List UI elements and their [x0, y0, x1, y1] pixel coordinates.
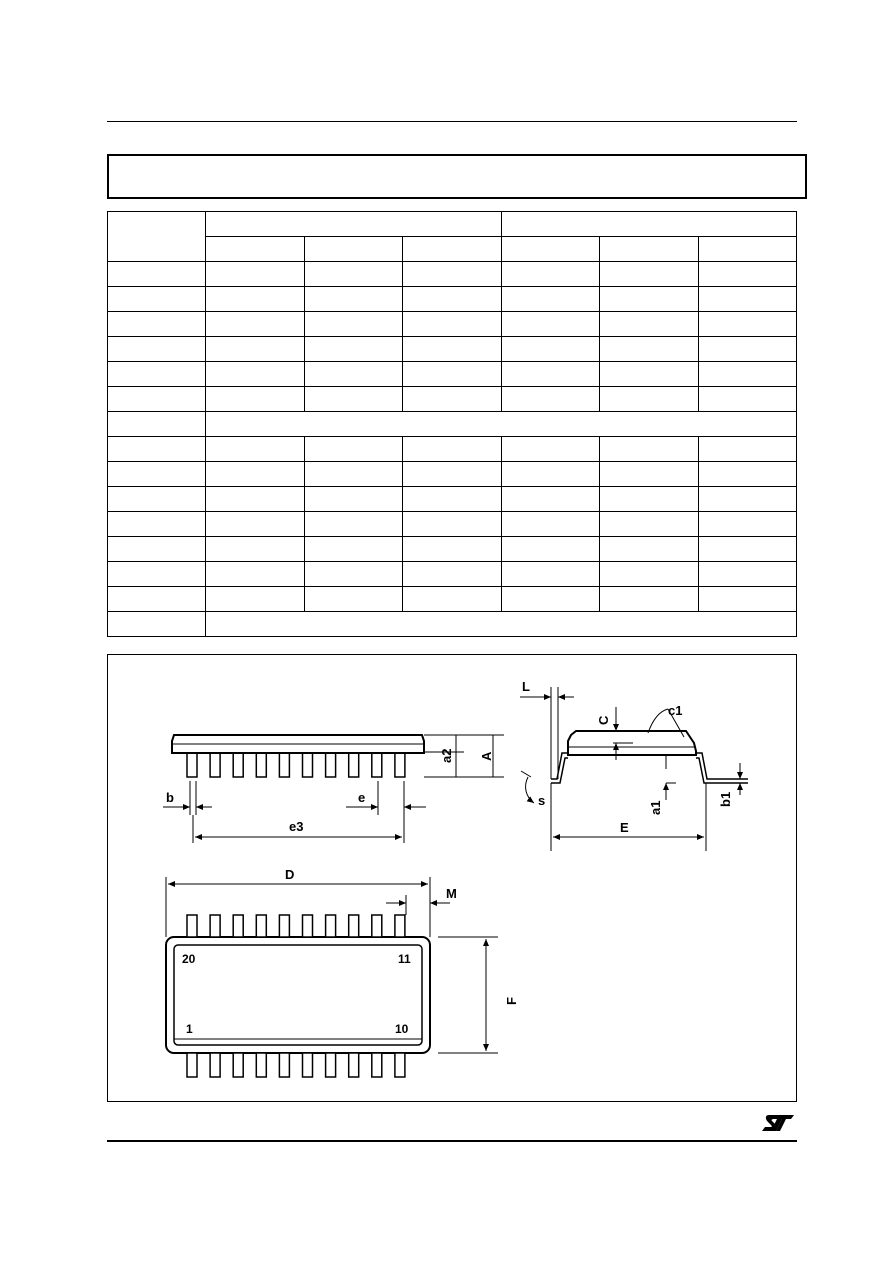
value-cell — [206, 587, 305, 612]
pin-label-1: 1 — [186, 1022, 193, 1036]
table-row — [108, 587, 797, 612]
value-cell — [501, 312, 600, 337]
value-cell — [600, 387, 699, 412]
row-label-cell — [108, 487, 206, 512]
value-cell — [501, 437, 600, 462]
value-cell — [403, 337, 502, 362]
dim-label-a2: a2 — [439, 748, 454, 763]
bottom-lead — [303, 1053, 313, 1077]
row-label-cell — [108, 262, 206, 287]
top-lead — [303, 915, 313, 937]
value-cell — [206, 487, 305, 512]
value-cell — [206, 512, 305, 537]
table-row — [108, 262, 797, 287]
subheader-cell — [206, 237, 305, 262]
value-cell — [501, 262, 600, 287]
value-cell — [304, 537, 403, 562]
value-cell — [501, 462, 600, 487]
row-label-cell — [108, 437, 206, 462]
dim-label-c1: c1 — [668, 703, 683, 718]
st-logo-icon — [760, 1113, 796, 1133]
side-lead — [187, 753, 197, 777]
value-cell — [304, 437, 403, 462]
value-cell — [698, 487, 797, 512]
value-cell — [206, 287, 305, 312]
value-cell — [304, 562, 403, 587]
value-cell — [304, 512, 403, 537]
value-cell — [403, 512, 502, 537]
table-row — [108, 562, 797, 587]
value-cell — [304, 337, 403, 362]
top-lead — [395, 915, 405, 937]
row-label-cell — [108, 612, 206, 637]
value-cell — [600, 562, 699, 587]
pin-label-20: 20 — [182, 952, 196, 966]
top-lead — [233, 915, 243, 937]
value-cell — [304, 487, 403, 512]
value-cell — [501, 362, 600, 387]
table-row — [108, 537, 797, 562]
value-cell — [501, 337, 600, 362]
value-cell — [698, 387, 797, 412]
bottom-lead — [256, 1053, 266, 1077]
value-cell — [304, 262, 403, 287]
dim-label-C: C — [596, 715, 611, 725]
dim-label-b1: b1 — [718, 791, 733, 807]
row-label-cell — [108, 587, 206, 612]
top-lead — [279, 915, 289, 937]
value-cell — [403, 462, 502, 487]
dim-label-D: D — [285, 867, 295, 882]
table-row — [108, 337, 797, 362]
value-cell — [698, 562, 797, 587]
value-cell — [403, 387, 502, 412]
value-cell — [600, 362, 699, 387]
bottom-lead — [326, 1053, 336, 1077]
value-cell — [403, 362, 502, 387]
value-cell — [600, 487, 699, 512]
row-label-cell — [108, 312, 206, 337]
row-label-cell — [108, 412, 206, 437]
value-cell — [698, 312, 797, 337]
merged-value-cell — [206, 412, 797, 437]
row-label-cell — [108, 387, 206, 412]
value-cell — [698, 337, 797, 362]
header-group-a — [206, 212, 502, 237]
table-body — [108, 262, 797, 637]
value-cell — [600, 287, 699, 312]
bottom-lead — [395, 1053, 405, 1077]
value-cell — [698, 287, 797, 312]
value-cell — [698, 512, 797, 537]
table-row — [108, 412, 797, 437]
value-cell — [698, 537, 797, 562]
top-lead — [256, 915, 266, 937]
row-label-cell — [108, 362, 206, 387]
value-cell — [600, 537, 699, 562]
row-label-cell — [108, 287, 206, 312]
row-label-cell — [108, 537, 206, 562]
value-cell — [501, 537, 600, 562]
value-cell — [403, 262, 502, 287]
value-cell — [501, 387, 600, 412]
value-cell — [304, 387, 403, 412]
value-cell — [501, 512, 600, 537]
dim-label-b: b — [166, 790, 174, 805]
table-row — [108, 362, 797, 387]
table-row — [108, 512, 797, 537]
table-row — [108, 437, 797, 462]
package-drawing-frame — [107, 654, 797, 1102]
value-cell — [206, 362, 305, 387]
bottom-lead — [233, 1053, 243, 1077]
value-cell — [600, 337, 699, 362]
header-rule — [107, 121, 797, 122]
value-cell — [698, 462, 797, 487]
row-label-cell — [108, 512, 206, 537]
dim-label-L: L — [522, 679, 530, 694]
value-cell — [403, 487, 502, 512]
dim-label-a1: a1 — [648, 800, 663, 815]
value-cell — [501, 562, 600, 587]
side-lead — [233, 753, 243, 777]
dim-label-F: F — [504, 997, 519, 1005]
pin-label-11: 11 — [398, 952, 411, 966]
value-cell — [304, 362, 403, 387]
value-cell — [600, 587, 699, 612]
value-cell — [206, 337, 305, 362]
value-cell — [403, 312, 502, 337]
dim-label-M: M — [446, 886, 457, 901]
subheader-cell — [698, 237, 797, 262]
value-cell — [206, 262, 305, 287]
value-cell — [698, 437, 797, 462]
bottom-lead — [349, 1053, 359, 1077]
side-lead — [303, 753, 313, 777]
table-row — [108, 387, 797, 412]
value-cell — [304, 462, 403, 487]
table-subheader-row — [108, 237, 797, 262]
value-cell — [206, 312, 305, 337]
bottom-lead — [187, 1053, 197, 1077]
value-cell — [403, 537, 502, 562]
dimensions-table — [107, 211, 797, 637]
value-cell — [501, 587, 600, 612]
value-cell — [600, 512, 699, 537]
value-cell — [304, 312, 403, 337]
value-cell — [206, 437, 305, 462]
value-cell — [600, 437, 699, 462]
package-drawing — [108, 655, 796, 1101]
value-cell — [600, 312, 699, 337]
table-header-row — [108, 212, 797, 237]
side-view — [163, 735, 504, 843]
table-row — [108, 312, 797, 337]
top-lead — [372, 915, 382, 937]
row-label-cell — [108, 337, 206, 362]
side-lead — [256, 753, 266, 777]
table-row — [108, 487, 797, 512]
side-lead — [326, 753, 336, 777]
table-row — [108, 462, 797, 487]
table-row — [108, 287, 797, 312]
top-lead — [349, 915, 359, 937]
top-lead — [210, 915, 220, 937]
table-row — [108, 612, 797, 637]
value-cell — [304, 287, 403, 312]
value-cell — [698, 262, 797, 287]
value-cell — [206, 387, 305, 412]
dim-label-e: e — [358, 790, 366, 805]
value-cell — [403, 437, 502, 462]
bottom-lead — [372, 1053, 382, 1077]
side-lead — [210, 753, 220, 777]
header-group-b — [501, 212, 797, 237]
side-lead — [372, 753, 382, 777]
value-cell — [698, 362, 797, 387]
side-lead — [279, 753, 289, 777]
dim-label-e3: e3 — [289, 819, 304, 834]
subheader-cell — [501, 237, 600, 262]
row-label-cell — [108, 562, 206, 587]
value-cell — [600, 462, 699, 487]
value-cell — [698, 587, 797, 612]
header-dim-cell — [108, 212, 206, 262]
value-cell — [600, 262, 699, 287]
value-cell — [403, 587, 502, 612]
subheader-cell — [600, 237, 699, 262]
bottom-lead — [279, 1053, 289, 1077]
subheader-cell — [403, 237, 502, 262]
value-cell — [501, 287, 600, 312]
table-title-box — [107, 154, 807, 199]
value-cell — [206, 537, 305, 562]
side-lead — [395, 753, 405, 777]
value-cell — [403, 287, 502, 312]
pin-label-10: 10 — [395, 1022, 409, 1036]
footer-rule — [107, 1140, 797, 1142]
value-cell — [501, 487, 600, 512]
value-cell — [304, 587, 403, 612]
subheader-cell — [304, 237, 403, 262]
merged-value-cell — [206, 612, 797, 637]
row-label-cell — [108, 462, 206, 487]
dim-label-E: E — [620, 820, 629, 835]
value-cell — [206, 562, 305, 587]
top-view — [166, 867, 519, 1077]
value-cell — [403, 562, 502, 587]
dim-label-s: s — [538, 793, 546, 808]
value-cell — [206, 462, 305, 487]
top-lead — [326, 915, 336, 937]
dim-label-A: A — [479, 751, 494, 761]
end-view — [520, 679, 748, 851]
bottom-lead — [210, 1053, 220, 1077]
top-lead — [187, 915, 197, 937]
side-lead — [349, 753, 359, 777]
